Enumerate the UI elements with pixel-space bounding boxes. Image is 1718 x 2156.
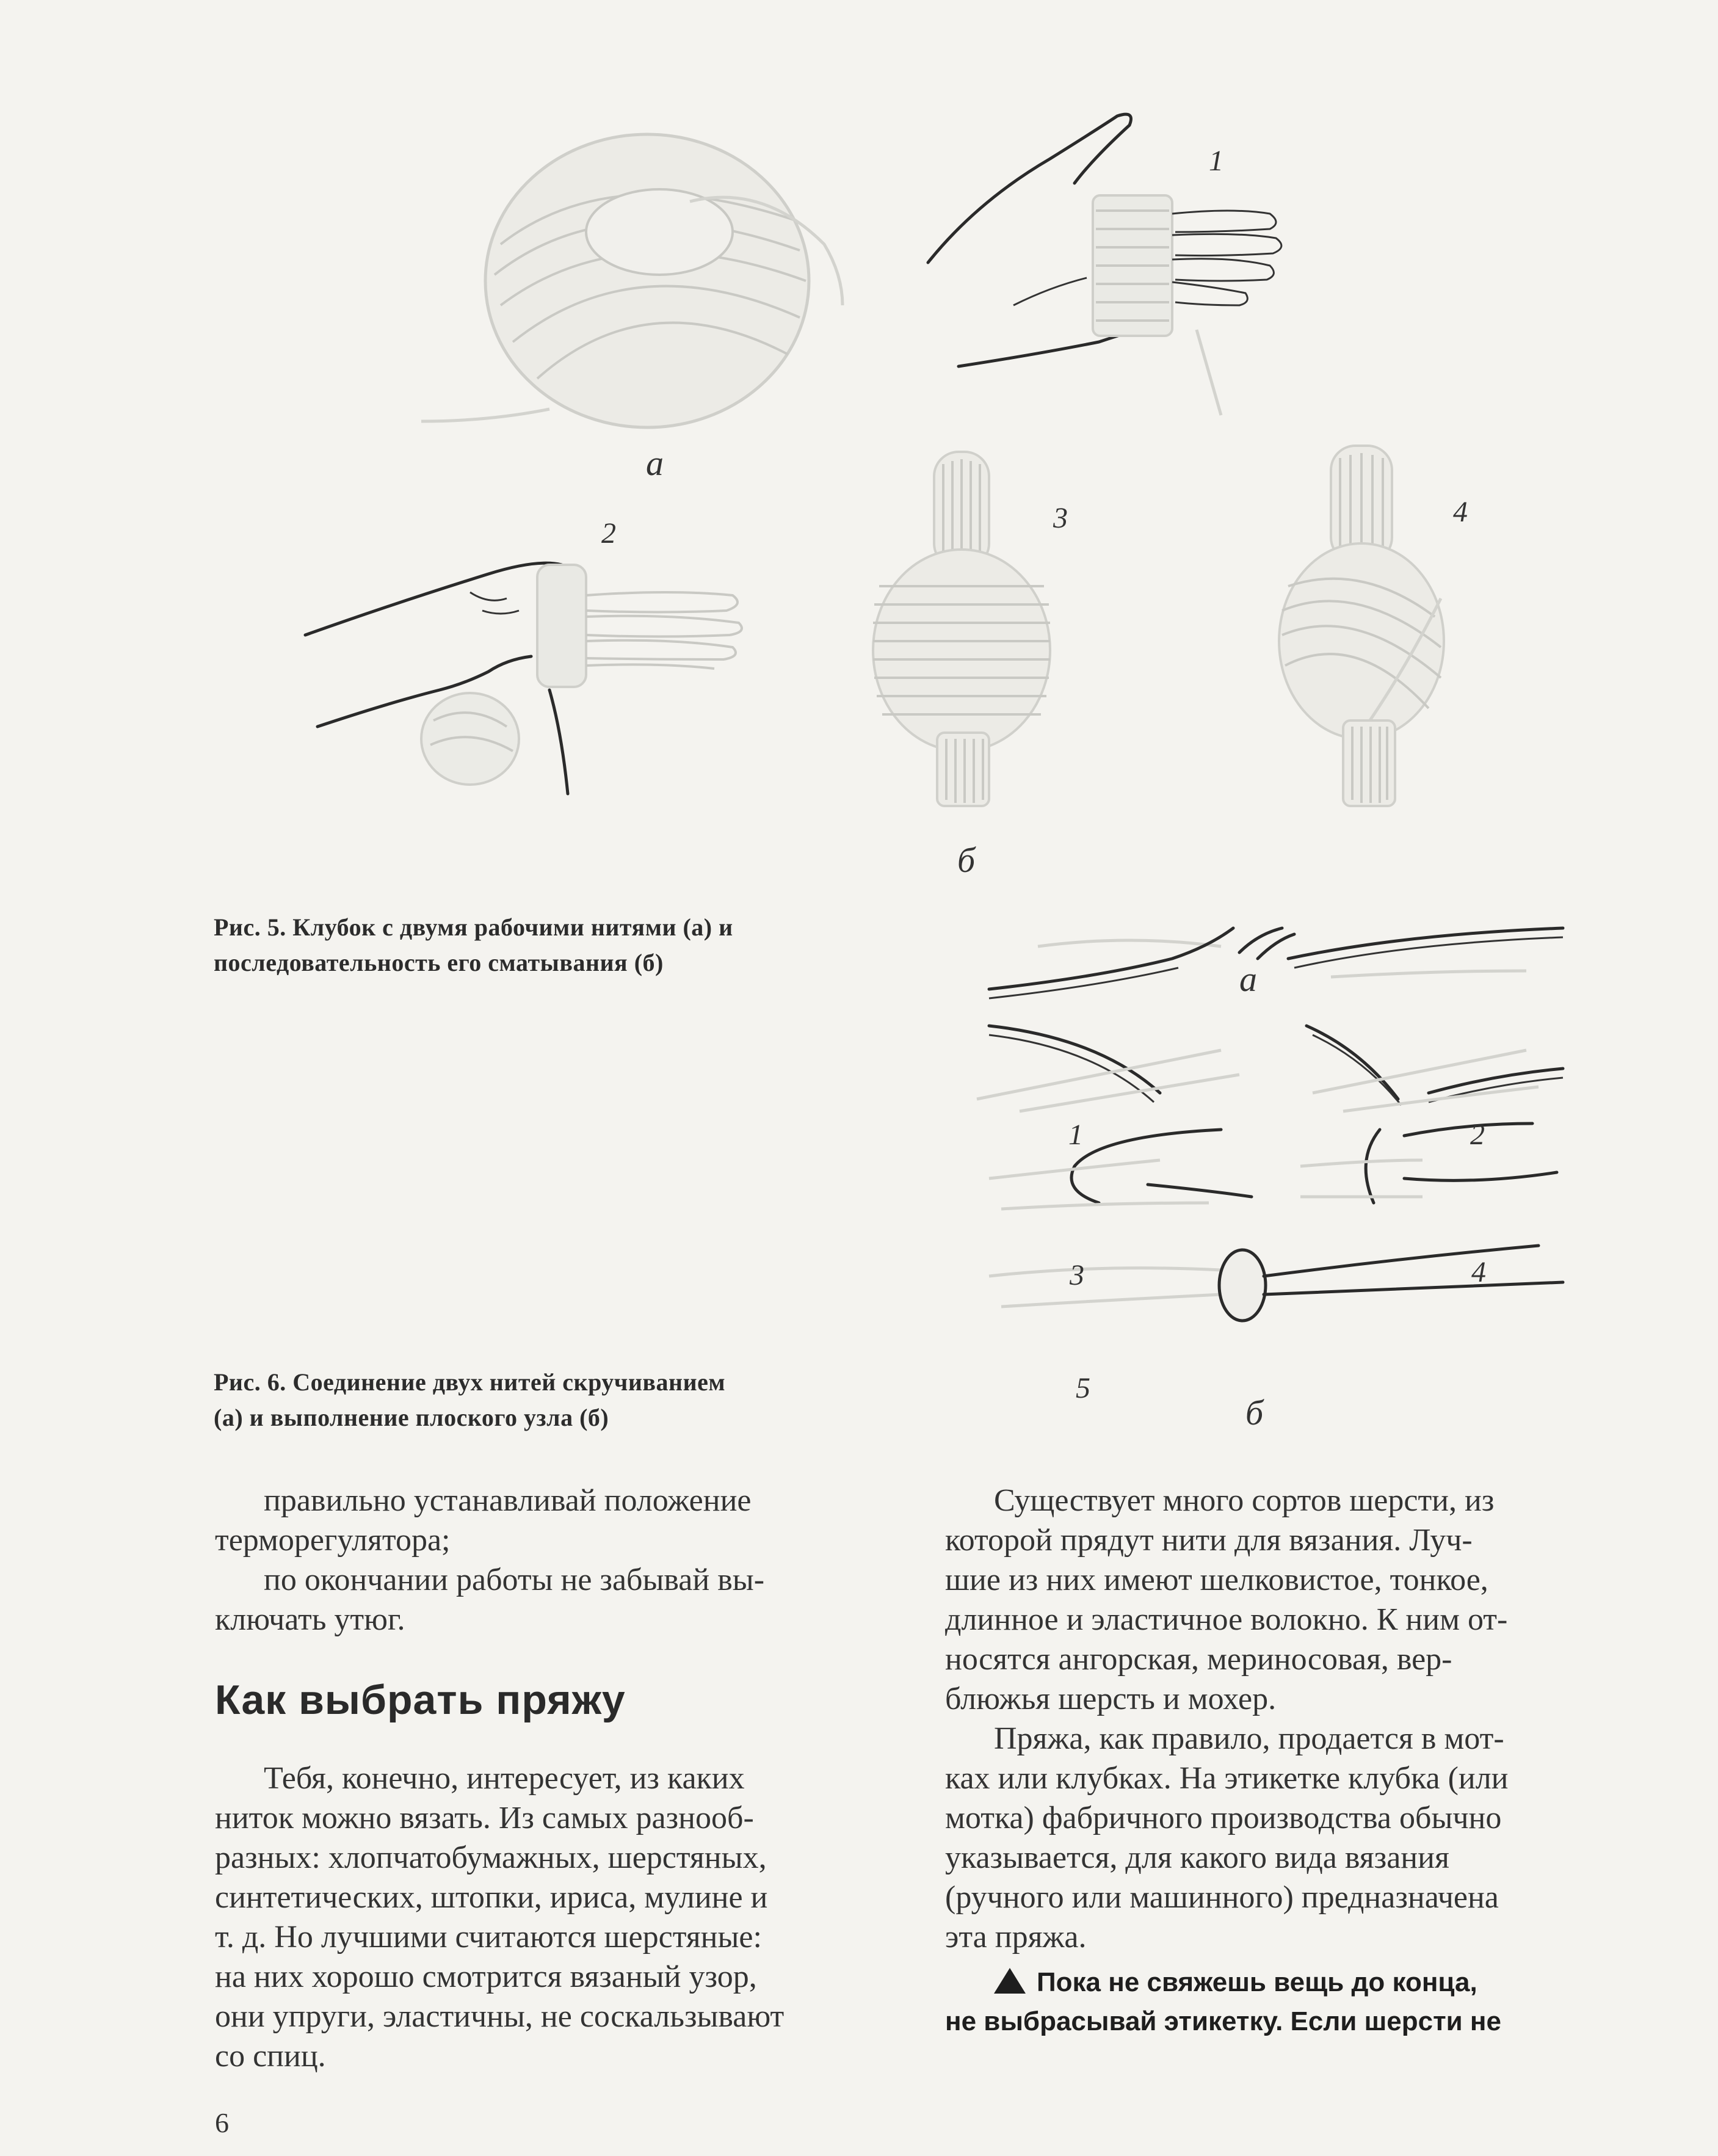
text-line: ниток можно вязать. Из самых разнооб- (215, 1801, 754, 1835)
figure-5-caption-line: Рис. 5. Клубок с двумя рабочими нитями (а) и (214, 913, 733, 941)
page-number: 6 (215, 2107, 229, 2138)
text-line: на них хорошо смотрится вязаный узор, (215, 1959, 757, 1994)
text-line: синтетических, штопки, ириса, мулине и (215, 1880, 768, 1915)
text-line: указывается, для какого вида вязания (945, 1840, 1449, 1875)
yarn-ball-illustration (421, 134, 843, 427)
text-line: ключать утюг. (215, 1602, 405, 1637)
figure-6-label-1: 1 (1068, 1119, 1083, 1151)
hand-winding-step-1 (928, 114, 1281, 415)
text-line: со спиц. (215, 2039, 326, 2074)
text-line: эта пряжа. (945, 1920, 1087, 1955)
figure-5-label-1: 1 (1209, 145, 1223, 177)
text-line: терморегулятора; (215, 1523, 451, 1558)
thread-twist-illustration (989, 928, 1563, 998)
figure-6-label-2: 2 (1470, 1119, 1485, 1151)
text-line: т. д. Но лучшими считаются шерстяные: (215, 1920, 762, 1955)
figure-5-caption-line: последовательность его сматывания (б) (214, 949, 664, 976)
text-line: Существует много сортов шерсти, из (994, 1483, 1495, 1518)
knot-step-2 (1307, 1026, 1563, 1111)
section-heading: Как выбрать пряжу (215, 1677, 626, 1723)
text-line: длинное и эластичное волокно. К ним от- (945, 1602, 1508, 1637)
figure-6-label-b: б (1245, 1393, 1264, 1432)
figure-6-label-a: а (1239, 959, 1257, 999)
figure-5-label-b: б (957, 840, 976, 880)
warning-note-line: не выбрасывай этикетку. Если шерсти не (945, 2006, 1501, 2036)
knot-step-4 (1300, 1123, 1557, 1203)
warning-note (945, 1963, 1629, 2041)
figure-5-illustration (0, 0, 1718, 891)
text-line: мотка) фабричного производства обычно (945, 1801, 1502, 1835)
knot-step-3 (989, 1130, 1252, 1209)
text-line: которой прядут нити для вязания. Луч- (945, 1523, 1473, 1558)
figure-5-label-3: 3 (1053, 502, 1068, 534)
text-line: носятся ангорская, мериносовая, вер- (945, 1642, 1452, 1677)
left-column-intro (215, 1481, 893, 1639)
text-line: они упруги, эластичны, не соскальзывают (215, 1999, 785, 2034)
left-column-paragraph (215, 1759, 893, 2076)
text-line: блюжья шерсть и мохер. (945, 1682, 1277, 1716)
ball-winding-step-4 (1279, 446, 1444, 806)
figure-6-label-3: 3 (1070, 1259, 1084, 1291)
ball-winding-step-3 (873, 452, 1050, 806)
text-line: по окончании работы не забывай вы- (264, 1563, 765, 1597)
knot-step-1 (977, 1026, 1239, 1111)
figure-6-illustration (0, 891, 1718, 1441)
text-line: правильно устанавливай положение (264, 1483, 752, 1518)
figure-5-label-4: 4 (1453, 496, 1468, 528)
figure-6-caption-line: (а) и выполнение плоского узла (б) (214, 1404, 609, 1431)
text-line: (ручного или машинного) предназначена (945, 1880, 1499, 1915)
text-line: разных: хлопчатобумажных, шерстяных, (215, 1840, 767, 1875)
warning-note-text: Пока не свяжешь вещь до конца, (1037, 1967, 1477, 1997)
figure-6 (0, 891, 1718, 1441)
triangle-icon (994, 1968, 1026, 1994)
figure-6-caption (214, 1365, 891, 1436)
figure-6-label-5: 5 (1076, 1372, 1090, 1404)
right-column-paragraph-2 (945, 1719, 1623, 1957)
right-column-paragraph-1 (945, 1481, 1623, 1719)
figure-6-caption-line: Рис. 6. Соединение двух нитей скручиванием (214, 1368, 726, 1396)
figure-6-label-4: 4 (1471, 1256, 1486, 1288)
text-line: ках или клубках. На этикетке клубка (или (945, 1761, 1509, 1796)
text-line: Тебя, конечно, интересует, из каких (264, 1761, 745, 1796)
figure-5 (0, 0, 1718, 891)
text-line: Пряжа, как правило, продается в мот- (994, 1721, 1504, 1756)
hand-winding-step-2 (305, 563, 742, 794)
figure-5-label-2: 2 (601, 517, 616, 550)
text-line: шие из них имеют шелковистое, тонкое, (945, 1563, 1488, 1597)
figure-5-label-a: а (646, 443, 664, 483)
warning-note-line (945, 1963, 1629, 2002)
